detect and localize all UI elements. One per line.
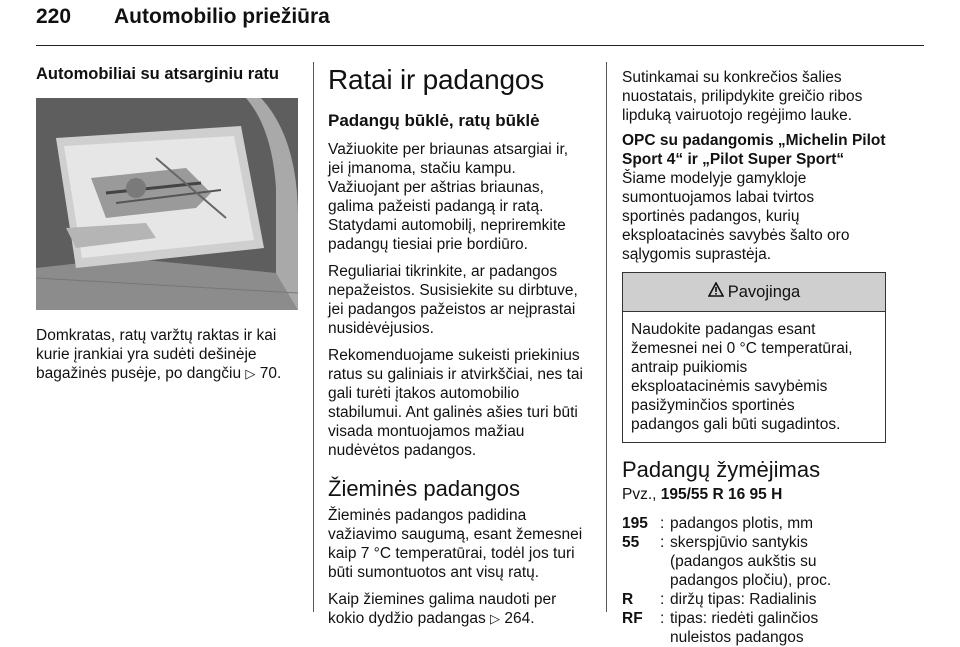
caption-line: bagažinės pusėje, po dangčiu ▷ 70.	[36, 365, 282, 382]
opc-heading: OPC su padangomis „Michelin Pilot Sport 4“ ir „Pilot Super Sport“	[622, 132, 886, 168]
spec-row: 195 : padangos plotis, mm	[622, 515, 814, 532]
caption-line: kurie įrankiai yra sudėti dešinėje	[36, 346, 257, 363]
warning-header	[623, 273, 885, 312]
paragraph: Važiuokite per briaunas atsargiai ir, jei įmanoma, stačiu kampu. Važiuojant per aštrias briaunas, galima pažeisti padangą ir ratą. Statydami automobilį, nepriremkite padangų tiesiai prie bordiūro.	[328, 141, 569, 253]
column-divider	[606, 62, 607, 612]
tyre-marking-title: Padangų žymėjimas	[622, 457, 821, 482]
spec-list	[622, 514, 888, 647]
warning-triangle-icon	[708, 282, 724, 302]
warning-box	[622, 272, 886, 443]
header-rule	[36, 45, 924, 46]
paragraph: Reguliariai tikrinkite, ar padangos nepažeistos. Susisiekite su dirbtuve, jei padangos pažeistos ar neįprastai nusidėvėjusios.	[328, 263, 578, 337]
spec-row: R : diržų tipas: Radialinis	[622, 591, 817, 608]
trunk-tools-illustration	[36, 98, 298, 310]
middle-column	[328, 64, 594, 628]
page-ref-arrow-icon: ▷	[490, 611, 501, 626]
example-label: Pvz.,	[622, 486, 657, 503]
section-title: Ratai ir padangos	[328, 64, 545, 95]
spec-row: 55 : skerspjūvio santykis (padangos aukštis su padangos pločiu), proc.	[622, 534, 832, 589]
chapter-title: Automobilio priežiūra	[114, 5, 330, 28]
page-ref-link[interactable]: 264.	[504, 610, 535, 627]
column-divider	[313, 62, 314, 612]
winter-tyres-title: Žieminės padangos	[328, 476, 521, 501]
page-number: 220	[36, 5, 72, 28]
spare-wheel-heading: Automobiliai su atsarginiu ratu	[36, 65, 279, 83]
page-header	[36, 5, 924, 39]
trunk-photo	[36, 98, 298, 310]
example-row	[622, 485, 888, 504]
left-column	[36, 64, 298, 383]
warning-title: Pavojinga	[727, 282, 801, 301]
spec-row: RF : tipas: riedėti galinčios nuleistos padangos	[622, 610, 819, 646]
paragraph: Kaip žiemines galima naudoti per kokio dydžio padangas ▷ 264.	[328, 591, 557, 627]
page-ref-arrow-icon: ▷	[245, 366, 256, 381]
example-value: 195/55 R 16 95 H	[660, 486, 783, 503]
paragraph: Žieminės padangos padidina važiavimo saugumą, esant žemesnei kaip 7 °C temperatūrai, todėl jos turi būti sumontuotos ant visų ratų.	[328, 507, 583, 581]
paragraph: Sutinkamai su konkrečios šalies nuostatais, prilipdykite greičio ribos lipduką vairuotojo regėjimo lauke.	[622, 69, 863, 124]
caption-line: Domkratas, ratų varžtų raktas ir kai	[36, 327, 277, 344]
subsection-title: Padangų būklė, ratų būklė	[328, 111, 540, 130]
paragraph: Rekomenduojame sukeisti priekinius ratus su galiniais ir atvirkščiai, nes tai gali turėti įtakos automobilio stabilumui. Ant galinės ašies turi būti visada montuojamos mažiau nudėvėtos padangos.	[328, 347, 583, 459]
paragraph: Šiame modelyje gamykloje sumontuojamos labai tvirtos sportinės padangos, kurių eksploatacinės savybės šalto oro sąlygomis suprastėja.	[622, 170, 850, 263]
right-column	[622, 68, 888, 647]
warning-body: Naudokite padangas esant žemesnei nei 0 °C temperatūrai, antraip puikiomis eksploatacinėmis savybėmis pasižyminčios sportinės padangos gali būti sugadintos.	[631, 321, 853, 433]
page-ref-link[interactable]: 70.	[259, 365, 282, 382]
